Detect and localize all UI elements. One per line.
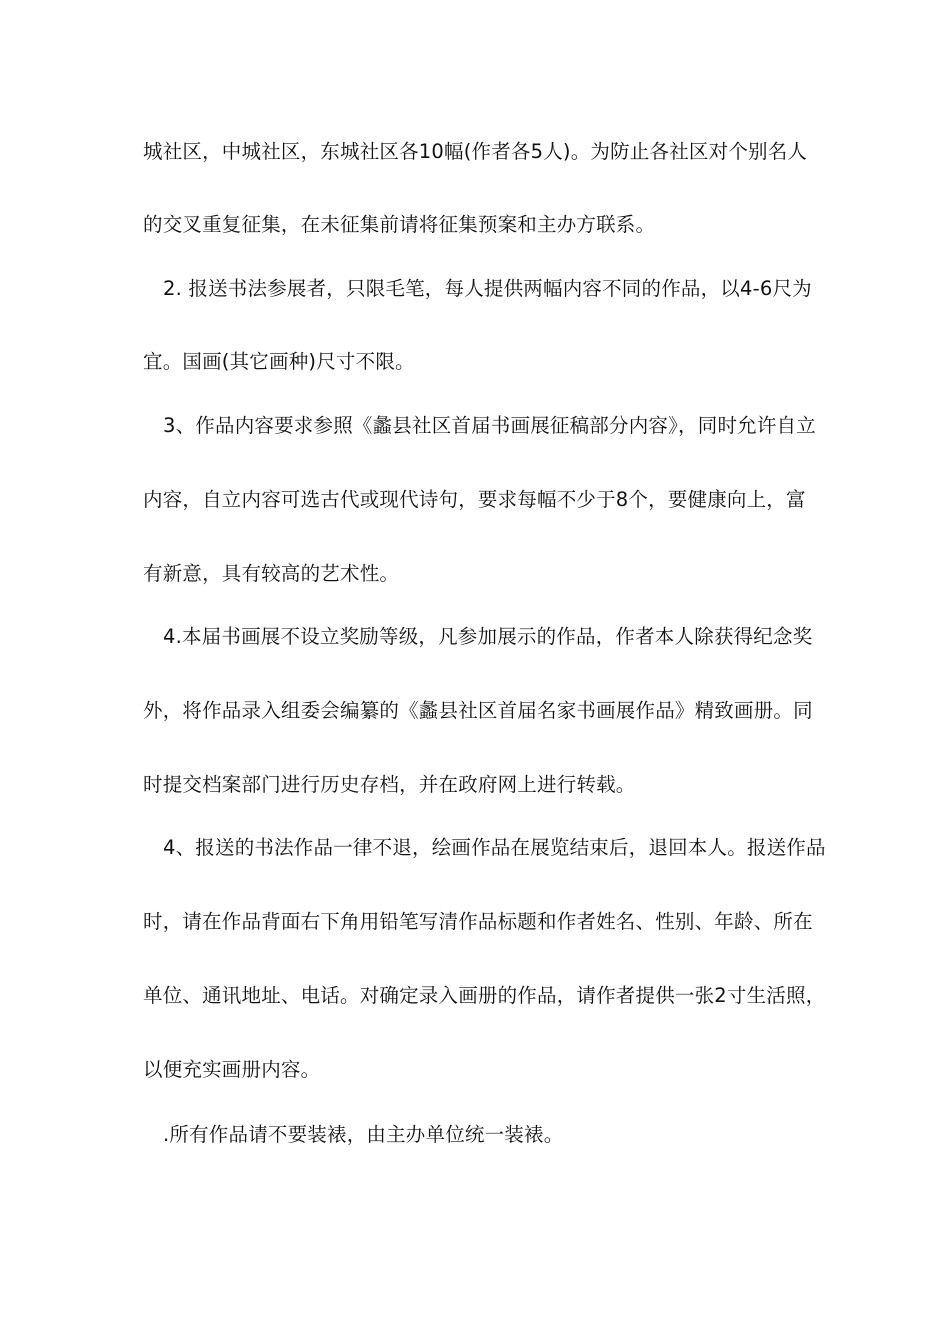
text-line-15: .所有作品请不要装裱，由主办单位统一装裱。 [163, 1123, 564, 1146]
text-line-12: 时，请在作品背面右下角用铅笔写清作品标题和作者姓名、性别、年龄、所在 [143, 910, 813, 933]
text-line-8: 4.本届书画展不设立奖励等级，凡参加展示的作品，作者本人除获得纪念奖 [163, 625, 813, 648]
text-line-9: 外，将作品录入组委会编纂的《蠡县社区首届名家书画展作品》精致画册。同 [143, 699, 813, 722]
text-line-6: 内容，自立内容可选古代或现代诗句，要求每幅不少于8个，要健康向上，富 [143, 488, 806, 511]
text-line-10: 时提交档案部门进行历史存档，并在政府网上进行转载。 [143, 773, 636, 796]
text-line-5: 3、作品内容要求参照《蠡县社区首届书画展征稿部分内容》，同时允许自立 [163, 414, 816, 437]
text-line-14: 以便充实画册内容。 [143, 1058, 321, 1081]
text-line-1: 城社区，中城社区，东城社区各10幅(作者各5人)。为防止各社区对个别名人 [143, 140, 808, 163]
text-line-2: 的交叉重复征集，在未征集前请将征集预案和主办方联系。 [143, 213, 656, 236]
text-line-11: 4、报送的书法作品一律不退，绘画作品在展览结束后，退回本人。报送作品 [163, 836, 826, 859]
text-line-4: 宜。国画(其它画种)尺寸不限。 [143, 350, 415, 373]
text-line-7: 有新意，具有较高的艺术性。 [143, 562, 400, 585]
text-line-3: 2. 报送书法参展者，只限毛笔，每人提供两幅内容不同的作品，以4-6尺为 [163, 277, 812, 300]
text-line-13: 单位、通讯地址、电话。对确定录入画册的作品，请作者提供一张2寸生活照， [143, 984, 826, 1007]
